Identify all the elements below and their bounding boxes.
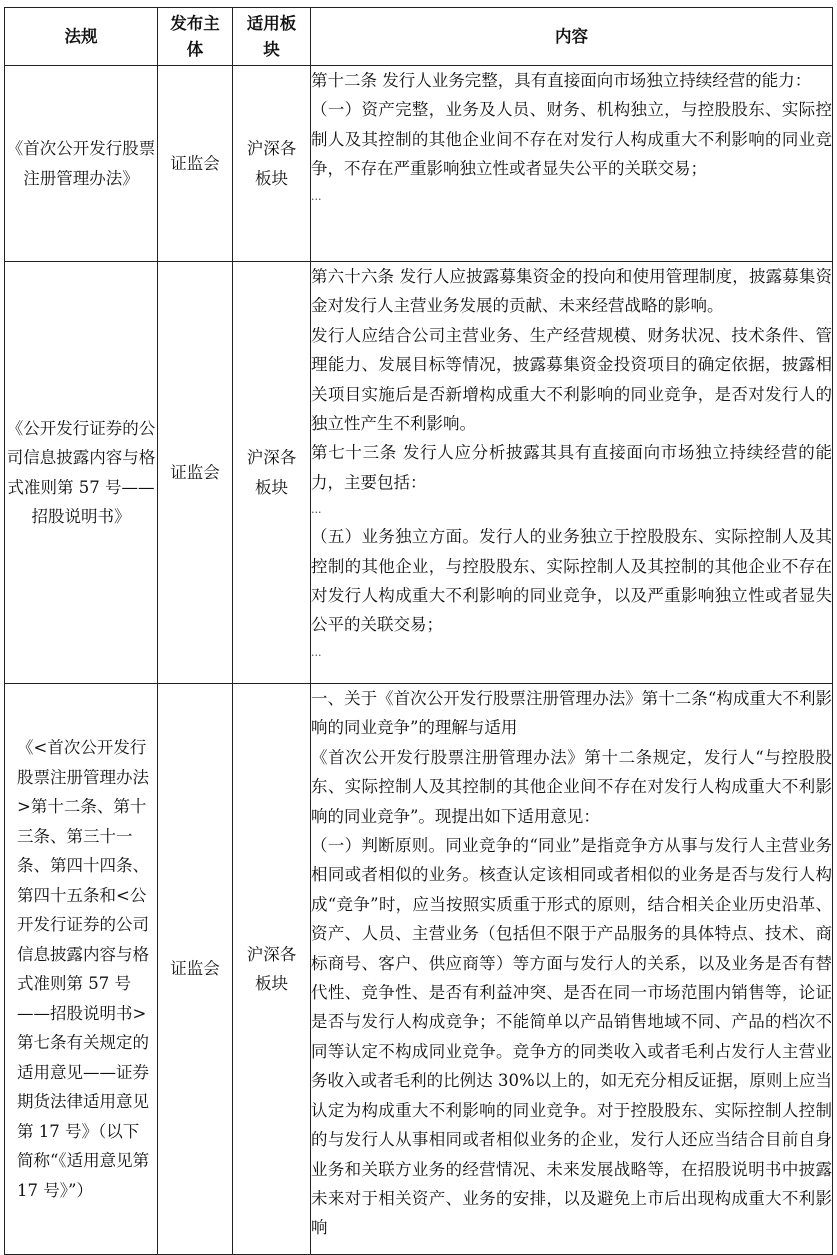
content-paragraph: 第七十三条 发行人应分析披露其具有直接面向市场独立持续经营的能力，主要包括： — [311, 443, 832, 492]
scope-cell: 沪深各板块 — [233, 684, 311, 1255]
content-paragraph: 第十二条 发行人业务完整，具有直接面向市场独立持续经营的能力： — [311, 71, 812, 90]
content-cell — [311, 66, 833, 262]
header-issuer: 发布主体 — [158, 8, 233, 66]
content-paragraph: 《首次公开发行股票注册管理办法》第十二条规定，发行人“与控股股东、实际控制人及其控制的其他企业间不存在对发行人构成重大不利影响的同业竞争”。现提出如下适用意见： — [311, 747, 832, 826]
table-row — [5, 262, 833, 684]
issuer-cell: 证监会 — [158, 262, 233, 684]
law-name: 《<首次公开发行股票注册管理办法>第十二条、第十三条、第三十一条、第四十四条、第四十五条和<公开发行证券的公司信息披露内容与格式准则第 57 号——招股说明书>第七条有关规定的适用意见——证券期货法律适用意见第 17 号》（以下简称“《适用意见第 17 号》”） — [5, 684, 158, 1255]
scope-cell: 沪深各板块 — [233, 66, 311, 262]
table-row — [5, 66, 833, 262]
content-paragraph: 第六十六条 发行人应披露募集资金的投向和使用管理制度，披露募集资金对发行人主营业务发展的贡献、未来经营战略的影响。 — [311, 267, 832, 316]
ellipsis: ... — [311, 645, 322, 659]
table-row — [5, 684, 833, 1255]
scope-cell: 沪深各板块 — [233, 262, 311, 684]
content-paragraph: （五）业务独立方面。发行人的业务独立于控股股东、实际控制人及其控制的其他企业，与控股股东、实际控制人及其控制的其他企业不存在对发行人构成重大不利影响的同业竞争，以及严重影响独立性或者显失公平的关联交易； — [311, 527, 832, 635]
header-content: 内容 — [311, 8, 833, 66]
content-cell — [311, 684, 833, 1255]
issuer-cell: 证监会 — [158, 684, 233, 1255]
ellipsis: ... — [311, 503, 322, 517]
header-scope: 适用板块 — [233, 8, 311, 66]
law-name: 《公开发行证券的公司信息披露内容与格式准则第 57 号——招股说明书》 — [5, 262, 158, 684]
regulations-table — [4, 7, 833, 1255]
content-cell — [311, 262, 833, 684]
ellipsis: ... — [311, 189, 322, 203]
header-row — [5, 8, 833, 66]
issuer-cell: 证监会 — [158, 66, 233, 262]
header-law: 法规 — [5, 8, 158, 66]
content-paragraph: （一）资产完整，业务及人员、财务、机构独立，与控股股东、实际控制人及其控制的其他企业间不存在对发行人构成重大不利影响的同业竞争，不存在严重影响独立性或者显失公平的关联交易； — [311, 100, 832, 179]
content-paragraph: 一、关于《首次公开发行股票注册管理办法》第十二条“构成重大不利影响的同业竞争”的理解与适用 — [311, 689, 832, 738]
content-paragraph: （一）判断原则。同业竞争的“同业”是指竞争方从事与发行人主营业务相同或者相似的业务。核查认定该相同或者相似的业务是否与发行人构成“竞争”时，应当按照实质重于形式的原则，结合相关企业历史沿革、资产、人员、主营业务（包括但不限于产品服务的具体特点、技术、商标商号、客户、供应商等）等方面与发行人的关系，以及业务是否有替代性、竞争性、是否有利益冲突、是否在同一市场范围内销售等，论证是否与发行人构成竞争；不能简单以产品销售地域不同、产品的档次不同等认定不构成同业竞争。竞争方的同类收入或者毛利占发行人主营业务收入或者毛利的比例达 30%以上的，如无充分相反证据，原则上应当认定为构成重大不利影响的同业竞争。对于控股股东、实际控制人控制的与发行人从事相同或者相似业务的企业，发行人还应当结合目前自身业务和关联方业务的经营情况、未来发展战略等，在招股说明书中披露未来对于相关资产、业务的安排，以及避免上市后出现构成重大不利影响 — [311, 836, 832, 1238]
content-paragraph: 发行人应结合公司主营业务、生产经营规模、财务状况、技术条件、管理能力、发展目标等情况，披露募集资金投资项目的确定依据，披露相关项目实施后是否新增构成重大不利影响的同业竞争，是否对发行人的独立性产生不利影响。 — [311, 325, 832, 434]
law-name: 《首次公开发行股票注册管理办法》 — [5, 66, 158, 262]
